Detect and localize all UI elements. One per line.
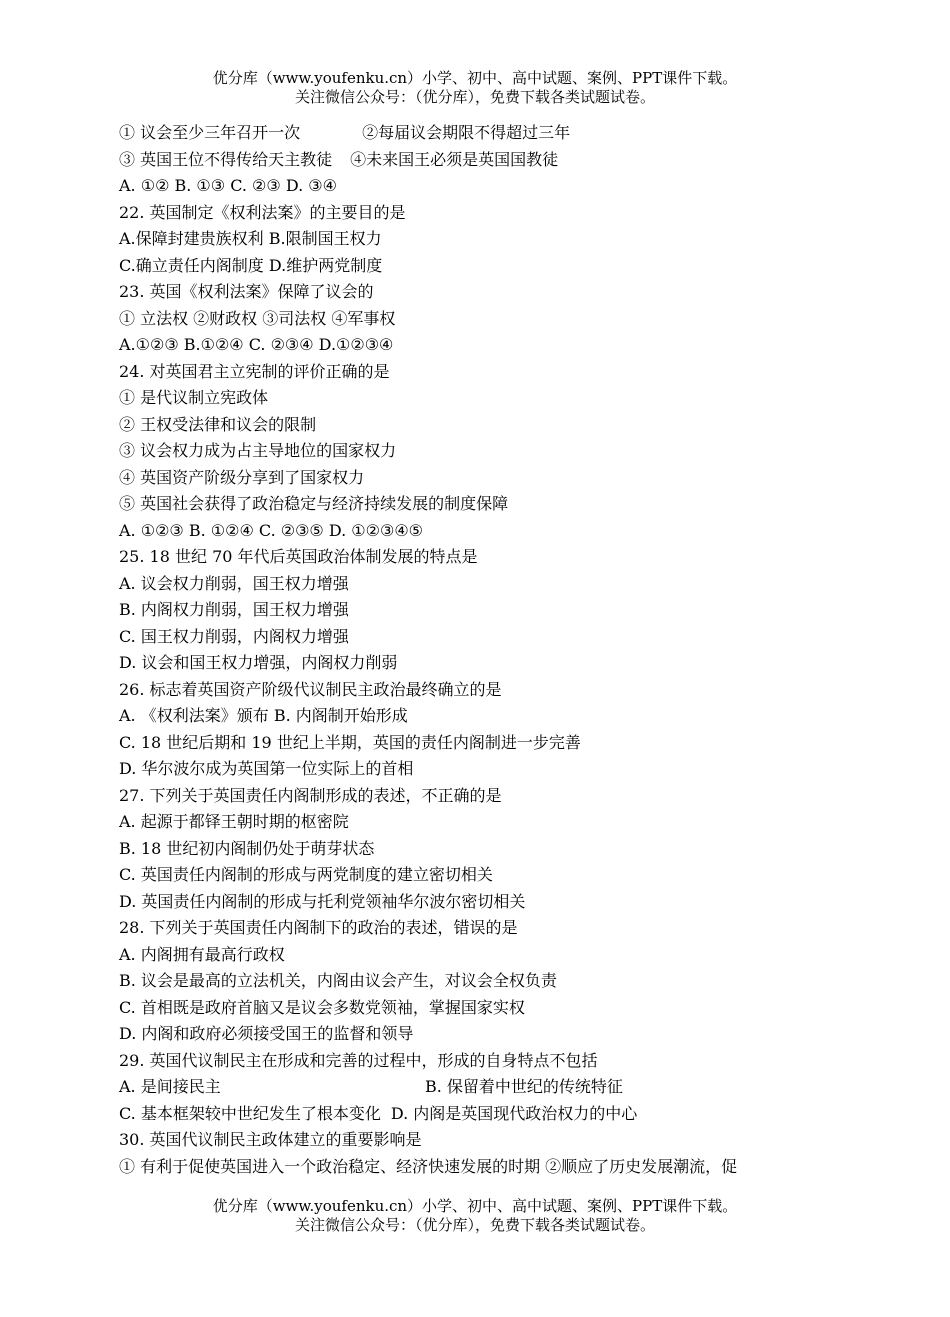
q23-items: ① 立法权 ②财政权 ③司法权 ④军事权: [119, 308, 396, 328]
q23-options: A.①②③ B.①②④ C. ②③④ D.①②③④: [119, 335, 394, 354]
q30-item-line-1: ① 有利于促使英国进入一个政治稳定、经济快速发展的时期 ②顺应了历史发展潮流，促: [119, 1156, 738, 1176]
q28-option-c: C. 首相既是政府首脑又是议会多数党领袖，掌握国家实权: [119, 997, 525, 1017]
document-body: [119, 120, 839, 1180]
q24-item-3: ③ 议会权力成为占主导地位的国家权力: [119, 441, 397, 460]
q24-item-1: ① 是代议制立宪政体: [119, 388, 269, 407]
q28-stem: 28. 下列关于英国责任内阁制下的政治的表述，错误的是: [119, 918, 518, 937]
q22-options-cd: C.确立责任内阁制度 D.维护两党制度: [119, 255, 383, 275]
q21-item-3: ③ 英国王位不得传给天主教徒: [119, 149, 333, 169]
footer-line-2: 关注微信公众号：（优分库），免费下载各类试题试卷。: [294, 1216, 655, 1234]
page-header: [0, 69, 950, 107]
q21-items-row-2: [119, 147, 839, 174]
q29-options-cd: [119, 1101, 839, 1128]
q22-options-ab: A.保障封建贵族权利 B.限制国王权力: [119, 229, 382, 248]
q26-stem: 26. 标志着英国资产阶级代议制民主政治最终确立的是: [119, 679, 502, 699]
q28-option-d: D. 内阁和政府必须接受国王的监督和领导: [119, 1024, 414, 1043]
q26-option-c: C. 18 世纪后期和 19 世纪上半期，英国的责任内阁制进一步完善: [119, 732, 581, 752]
q21-item-2: ②每届议会期限不得超过三年: [362, 123, 571, 142]
q29-option-c: C. 基本框架较中世纪发生了根本变化: [119, 1103, 381, 1123]
q25-option-a: A. 议会权力削弱，国王权力增强: [119, 573, 349, 593]
q28-option-a: A. 内阁拥有最高行政权: [119, 944, 285, 964]
q25-option-d: D. 议会和国王权力增强，内阁权力削弱: [119, 653, 398, 672]
q24-item-2: ② 王权受法律和议会的限制: [119, 414, 317, 434]
q27-option-b: B. 18 世纪初内阁制仍处于萌芽状态: [119, 838, 375, 858]
q24-stem: 24. 对英国君主立宪制的评价正确的是: [119, 361, 390, 381]
q25-stem: 25. 18 世纪 70 年代后英国政治体制发展的特点是: [119, 547, 478, 566]
q21-item-4: ④未来国王必须是英国国教徒: [350, 149, 559, 169]
q29-option-d: D. 内阁是英国现代政治权力的中心: [390, 1103, 638, 1123]
q27-option-c: C. 英国责任内阁制的形成与两党制度的建立密切相关: [119, 865, 493, 884]
q30-stem: 30. 英国代议制民主政体建立的重要影响是: [119, 1130, 422, 1149]
q21-item-1: ① 议会至少三年召开一次: [119, 123, 301, 142]
q25-option-b: B. 内阁权力削弱，国王权力增强: [119, 600, 349, 619]
header-line-2: 关注微信公众号：（优分库），免费下载各类试题试卷。: [294, 88, 655, 106]
q27-option-a: A. 起源于都铎王朝时期的枢密院: [119, 812, 349, 831]
q26-option-d: D. 华尔波尔成为英国第一位实际上的首相: [119, 759, 414, 778]
q29-option-a: A. 是间接民主: [119, 1077, 221, 1096]
q21-options: A. ①② B. ①③ C. ②③ D. ③④: [119, 176, 337, 195]
header-line-1: 优分库（www.youfenku.cn）小学、初中、高中试题、案例、PPT课件下载。: [212, 69, 738, 87]
q29-stem: 29. 英国代议制民主在形成和完善的过程中，形成的自身特点不包括: [119, 1050, 598, 1070]
q21-items-row-1: [119, 120, 839, 147]
q26-options-ab: A. 《权利法案》颁布 B. 内阁制开始形成: [119, 706, 408, 725]
q29-options-ab: [119, 1074, 839, 1101]
footer-line-1: 优分库（www.youfenku.cn）小学、初中、高中试题、案例、PPT课件下载。: [212, 1197, 738, 1215]
q28-option-b: B. 议会是最高的立法机关，内阁由议会产生，对议会全权负责: [119, 971, 557, 990]
q24-item-5: ⑤ 英国社会获得了政治稳定与经济持续发展的制度保障: [119, 494, 509, 513]
q25-option-c: C. 国王权力削弱，内阁权力增强: [119, 626, 349, 646]
q22-stem: 22. 英国制定《权利法案》的主要目的是: [119, 202, 406, 222]
q27-option-d: D. 英国责任内阁制的形成与托利党领袖华尔波尔密切相关: [119, 891, 526, 911]
q29-option-b: B. 保留着中世纪的传统特征: [425, 1077, 623, 1096]
q23-stem: 23. 英国《权利法案》保障了议会的: [119, 282, 374, 301]
q24-options: A. ①②③ B. ①②④ C. ②③⑤ D. ①②③④⑤: [119, 520, 423, 540]
page-footer: [0, 1197, 950, 1235]
q27-stem: 27. 下列关于英国责任内阁制形成的表述，不正确的是: [119, 785, 502, 805]
q24-item-4: ④ 英国资产阶级分享到了国家权力: [119, 467, 365, 487]
